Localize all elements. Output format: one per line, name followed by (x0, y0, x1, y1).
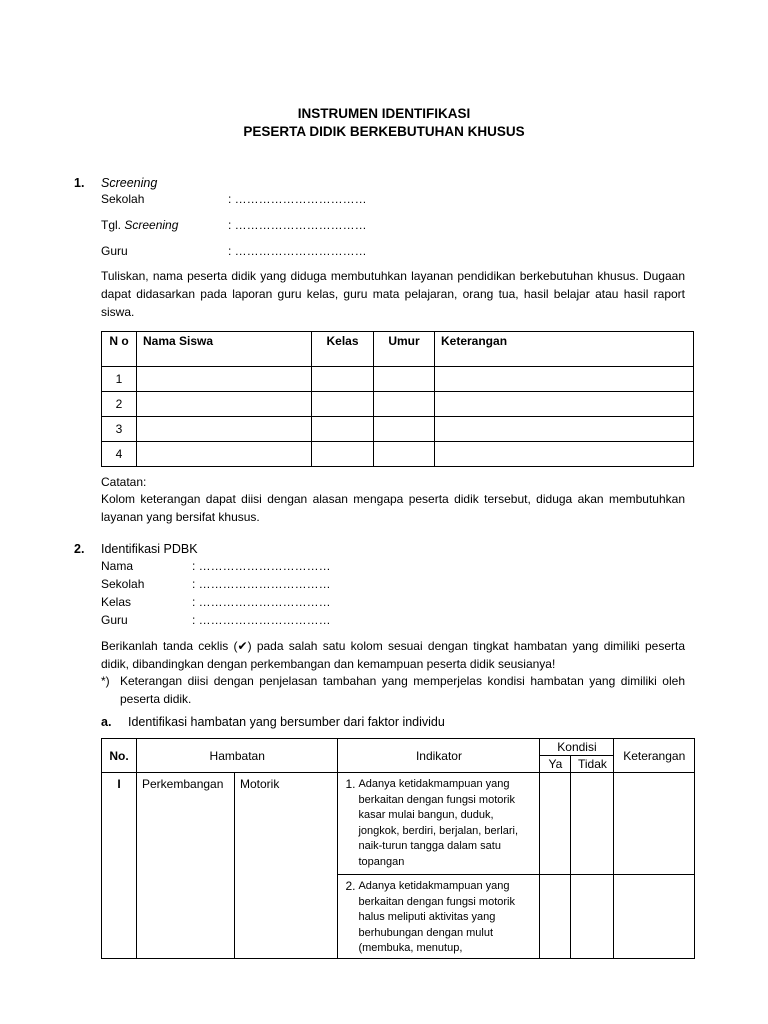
header-hambatan: Hambatan (137, 739, 338, 773)
cell-kelas[interactable] (312, 442, 374, 467)
cell-kelas[interactable] (312, 392, 374, 417)
screening-table (101, 331, 694, 467)
cell-keterangan[interactable] (435, 392, 694, 417)
table-row (102, 417, 694, 442)
cell-keterangan[interactable] (435, 442, 694, 467)
cell-keterangan[interactable] (435, 367, 694, 392)
pdbk-label-sekolah: Sekolah (101, 577, 145, 591)
cell-nama[interactable] (137, 392, 312, 417)
indicator-1 (338, 773, 540, 875)
field-value-sekolah[interactable]: : …………………………… (228, 192, 367, 206)
cell-umur[interactable] (374, 417, 435, 442)
instruction-pre: Berikanlah tanda ceklis ( (101, 639, 238, 653)
pdbk-value-nama[interactable]: : …………………………… (192, 559, 331, 573)
footnote-text: Keterangan diisi dengan penjelasan tambahan yang memperjelas kondisi hambatan yang dimiliki oleh peserta didik. (120, 674, 685, 706)
hambatan-header-row-1 (102, 739, 695, 756)
header-no: N o (102, 332, 137, 367)
section-2-instruction (101, 637, 685, 673)
header-kelas: Kelas (312, 332, 374, 367)
section-1-number: 1. (74, 176, 85, 190)
indicator-2 (338, 875, 540, 959)
pdbk-label-nama: Nama (101, 559, 134, 573)
header-indikator: Indikator (338, 739, 540, 773)
section-2-number: 2. (74, 542, 85, 556)
title-line-2: PESERTA DIDIK BERKEBUTUHAN KHUSUS (243, 124, 525, 139)
cell-keterangan-1[interactable] (614, 773, 695, 875)
cell-umur[interactable] (374, 392, 435, 417)
screening-table-header (102, 332, 694, 367)
pdbk-label-kelas: Kelas (101, 595, 132, 609)
note-title: Catatan: (101, 475, 147, 489)
section-1-instruction: Tuliskan, nama peserta didik yang diduga membutuhkan layanan pendidikan berkebutuhan khusus. Dugaan dapat didasarkan pada laporan guru kelas, guru mata pelajaran, orang tua, hasil belajar atau hasil raport siswa. (101, 269, 685, 319)
cell-umur[interactable] (374, 367, 435, 392)
row-number: 3 (102, 417, 137, 442)
header-ya: Ya (540, 756, 571, 773)
indicator-2-text: Adanya ketidakmampuan yang berkaitan dengan fungsi motorik halus meliputi aktivitas yang berhubungan dengan mulut (membuka, menutup, (358, 880, 515, 954)
check-mark-icon: ✔ (237, 639, 248, 653)
cell-tidak-2[interactable] (571, 875, 614, 959)
field-label-tgl-prefix: Tgl. (101, 218, 125, 232)
cell-umur[interactable] (374, 442, 435, 467)
header-keterangan: Keterangan (614, 739, 695, 773)
pdbk-label-guru: Guru (101, 613, 128, 627)
field-label-tgl-italic: Screening (124, 218, 179, 232)
header-tidak: Tidak (571, 756, 614, 773)
field-value-tgl-screening[interactable]: : …………………………… (228, 218, 367, 232)
table-row (102, 442, 694, 467)
cell-nama[interactable] (137, 367, 312, 392)
sub-a-title: Identifikasi hambatan yang bersumber dari faktor individu (128, 715, 445, 729)
row-no: I (102, 773, 137, 959)
row-number: 4 (102, 442, 137, 467)
pdbk-value-guru[interactable]: : …………………………… (192, 613, 331, 627)
header-nama-siswa: Nama Siswa (137, 332, 312, 367)
pdbk-value-sekolah[interactable]: : …………………………… (192, 577, 331, 591)
header-kondisi: Kondisi (540, 739, 614, 756)
header-keterangan: Keterangan (435, 332, 694, 367)
row-number: 2 (102, 392, 137, 417)
cell-kelas[interactable] (312, 367, 374, 392)
cell-tidak-1[interactable] (571, 773, 614, 875)
table-row (102, 392, 694, 417)
category-perkembangan: Perkembangan (137, 773, 235, 959)
pdbk-value-kelas[interactable]: : …………………………… (192, 595, 331, 609)
cell-nama[interactable] (137, 417, 312, 442)
section-1-title: Screening (101, 176, 158, 190)
subcategory-motorik: Motorik (235, 773, 338, 959)
cell-keterangan-2[interactable] (614, 875, 695, 959)
indicator-1-text: Adanya ketidakmampuan yang berkaitan dengan fungsi motorik kasar mulai bangun, duduk, jongkok, berdiri, berjalan, berlari, naik-turun tangga dalam satu topangan (358, 778, 519, 868)
indicator-1-num: 1. (345, 777, 356, 791)
table-row (102, 367, 694, 392)
cell-nama[interactable] (137, 442, 312, 467)
instruction-post: ) pada salah satu kolom sesuai dengan tingkat hambatan yang dimiliki peserta didik, dibandingkan dengan perkembangan dan kemampuan peserta didik seusianya! (101, 639, 686, 671)
cell-ya-2[interactable] (540, 875, 571, 959)
table-row (102, 773, 695, 875)
section-2-title: Identifikasi PDBK (101, 542, 198, 556)
note-text: Kolom keterangan dapat diisi dengan alasan mengapa peserta didik tersebut, diduga akan membutuhkan layanan yang bersifat khusus. (101, 492, 685, 524)
cell-keterangan[interactable] (435, 417, 694, 442)
hambatan-table (101, 738, 695, 959)
field-label-tgl-screening (101, 218, 178, 232)
cell-kelas[interactable] (312, 417, 374, 442)
title-line-1: INSTRUMEN IDENTIFIKASI (297, 106, 471, 121)
cell-ya-1[interactable] (540, 773, 571, 875)
field-label-guru: Guru (101, 244, 128, 258)
field-label-sekolah: Sekolah (101, 192, 145, 206)
field-value-guru[interactable]: : …………………………… (228, 244, 367, 258)
header-umur: Umur (374, 332, 435, 367)
indicator-2-num: 2. (345, 879, 356, 893)
footnote-mark: *) (101, 674, 110, 688)
sub-a-letter: a. (101, 715, 112, 729)
header-no: No. (102, 739, 137, 773)
row-number: 1 (102, 367, 137, 392)
